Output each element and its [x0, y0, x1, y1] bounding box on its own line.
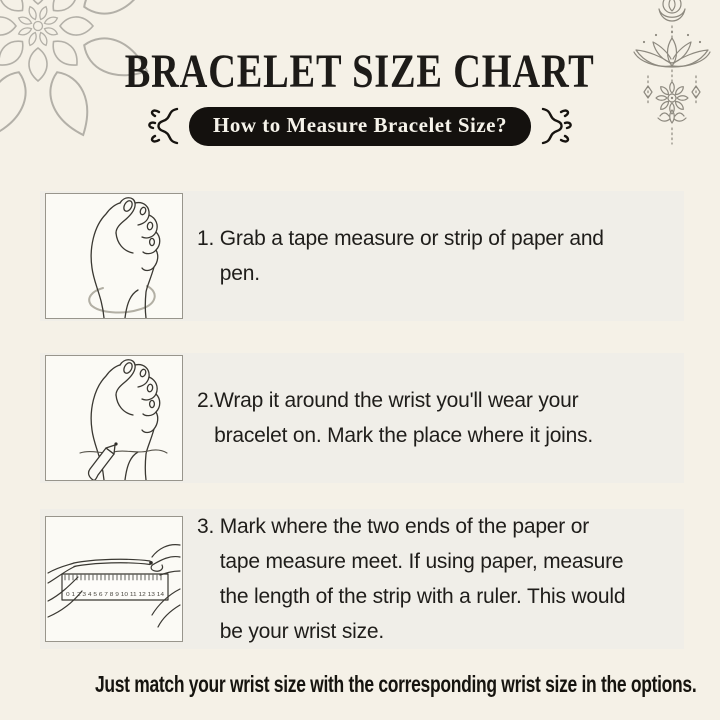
step-line: bracelet on. Mark the place where it joins.: [214, 424, 594, 447]
steps-list: [0, 191, 720, 649]
hands-with-ruler-icon: [46, 517, 182, 641]
fist-with-tape-icon: [46, 194, 182, 318]
step-row-3: [40, 509, 684, 649]
flourish-left-icon: [146, 105, 180, 147]
fist-with-pen-icon: [46, 356, 182, 480]
step-line: pen.: [219, 262, 260, 285]
flourish-right-icon: [540, 105, 574, 147]
step-number: 2.: [197, 389, 215, 412]
step-line: tape measure meet. If using paper, measure: [219, 550, 624, 573]
subtitle-badge: How to Measure Bracelet Size?: [189, 107, 531, 146]
footer-note: Just match your wrist size with the corresponding wrist size in the options.: [94, 671, 697, 697]
header: [0, 0, 720, 147]
page-title: BRACELET SIZE CHART: [125, 45, 595, 98]
step-row-1: [40, 191, 684, 321]
footer: [0, 671, 720, 698]
step-line: be your wrist size.: [219, 620, 385, 643]
step3-illustration-box: [45, 516, 183, 642]
ruler-numbers: 0 1 2 3 4 5 6 7 8 9 10 11 12 13 14: [66, 592, 164, 598]
step-line: Mark where the two ends of the paper or: [219, 515, 589, 538]
step-line: Wrap it around the wrist you'll wear your: [214, 389, 579, 412]
step3-text: [183, 509, 625, 649]
step1-text: [183, 221, 604, 291]
step-line: the length of the strip with a ruler. This would: [219, 585, 626, 608]
step-row-2: [40, 353, 684, 483]
step1-illustration-box: [45, 193, 183, 319]
step-number: 3.: [197, 515, 220, 538]
step-number: 1.: [197, 227, 220, 250]
step-line: Grab a tape measure or strip of paper and: [219, 227, 604, 250]
step2-text: [183, 383, 593, 453]
subtitle-badge-row: [0, 105, 720, 147]
step2-illustration-box: [45, 355, 183, 481]
